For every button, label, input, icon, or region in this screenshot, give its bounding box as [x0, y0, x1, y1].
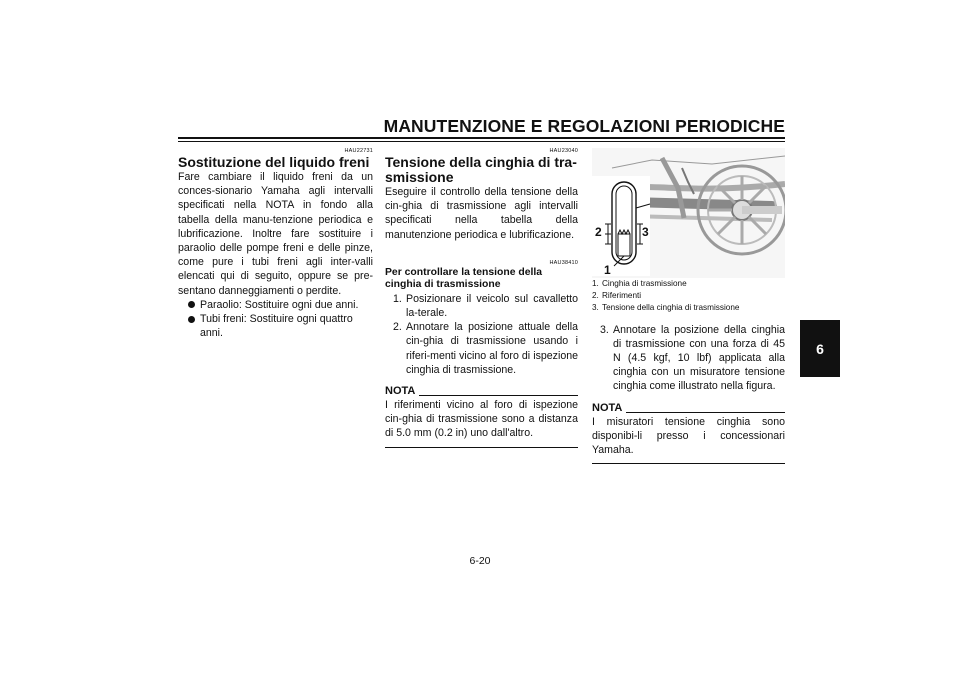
nota-end-rule [385, 447, 578, 448]
section-heading: Sostituzione del liquido freni [178, 154, 370, 170]
caption-number: 2. [592, 291, 599, 301]
nota-header [385, 385, 578, 398]
motorcycle-belt-illustration [592, 148, 785, 278]
section-body: Eseguire il controllo della tensione della cin-ghia di trasmissione agli intervalli specificati nella tabella della manutenzione periodica e lubrificazione. [385, 186, 578, 241]
belt-figure [592, 148, 785, 278]
step-number: 1. [393, 292, 402, 305]
nota-text: I riferimenti vicino al foro di ispezione cin-ghia di trasmissione sono a distanza di 5.0 mm (0.2 in) uno dall'altro. [385, 399, 578, 440]
section-code: HAU38410 [549, 259, 578, 266]
column-brake-fluid [178, 148, 373, 340]
header-rule-thin [178, 141, 785, 142]
step-text: Posizionare il veicolo sul cavalletto la-terale. [406, 292, 578, 320]
section-body: Fare cambiare il liquido freni da un conces-sionario Yamaha agli intervalli specificati nella NOTA in fondo alla tabella della manu-tenzione periodica e lubrificazione. Inoltre fare sostituire i paraolio delle pompe freni e delle pinze, come pure i tubi freni agli inter-valli elencati qui di seguito, oppure se pre-sentano danneggiamenti o perdite. [178, 171, 373, 297]
bullet-list [178, 298, 373, 341]
caption-item [592, 290, 785, 302]
subsection-heading: Per controllare la tensione della cinghia di trasmissione [385, 266, 543, 291]
step-number: 3. [600, 323, 609, 336]
step-list [385, 292, 578, 377]
step-item [385, 292, 578, 320]
column-figure [592, 148, 785, 464]
caption-text: Cinghia di trasmissione [602, 279, 687, 288]
section-heading: Tensione della cinghia di tra-smissione [385, 154, 577, 185]
bullet-item: Paraolio: Sostituire ogni due anni. [178, 298, 373, 312]
step-text: Annotare la posizione attuale della cin-ghia di trasmissione usando i riferi-menti vicino al foro di ispezione cinghia di trasmissione. [406, 321, 578, 376]
nota-end-rule [592, 463, 785, 464]
step-number: 2. [393, 321, 402, 334]
step-item [385, 320, 578, 377]
page-number: 6-20 [469, 555, 491, 567]
caption-text: Riferimenti [602, 291, 642, 301]
caption-number: 1. [592, 279, 599, 288]
step-text: Annotare la posizione della cinghia di trasmissione con una forza di 45 N (4.5 kgf, 10 lbf) applicata alla cinghia con un misuratore tensione cinghia come illustrato nella figura. [613, 323, 785, 393]
column-belt-tension [385, 148, 578, 448]
nota-label: NOTA [592, 401, 623, 414]
caption-text: Tensione della cinghia di trasmissione [602, 303, 740, 313]
chapter-tab: 6 [800, 320, 840, 377]
nota-text: I misuratori tensione cinghia sono disponibi-li presso i concessionari Yamaha. [592, 415, 785, 457]
nota-header [592, 402, 785, 415]
nota-rule [626, 412, 785, 413]
figure-label-1: 1 [604, 263, 611, 277]
step-item [592, 323, 785, 394]
caption-item [592, 278, 785, 290]
nota-label: NOTA [385, 385, 416, 398]
header-rule [178, 137, 785, 139]
figure-captions [592, 278, 785, 315]
bullet-item: Tubi freni: Sostituire ogni quattro anni. [178, 312, 373, 340]
page-header-title: MANUTENZIONE E REGOLAZIONI PERIODICHE [383, 116, 785, 136]
section-code: HAU23040 [549, 148, 578, 154]
caption-item [592, 302, 785, 314]
step-list [592, 323, 785, 394]
nota-rule [419, 395, 578, 396]
caption-number: 3. [592, 303, 599, 313]
figure-label-3: 3 [642, 225, 649, 239]
section-code: HAU22731 [344, 148, 373, 154]
figure-label-2: 2 [595, 225, 602, 239]
